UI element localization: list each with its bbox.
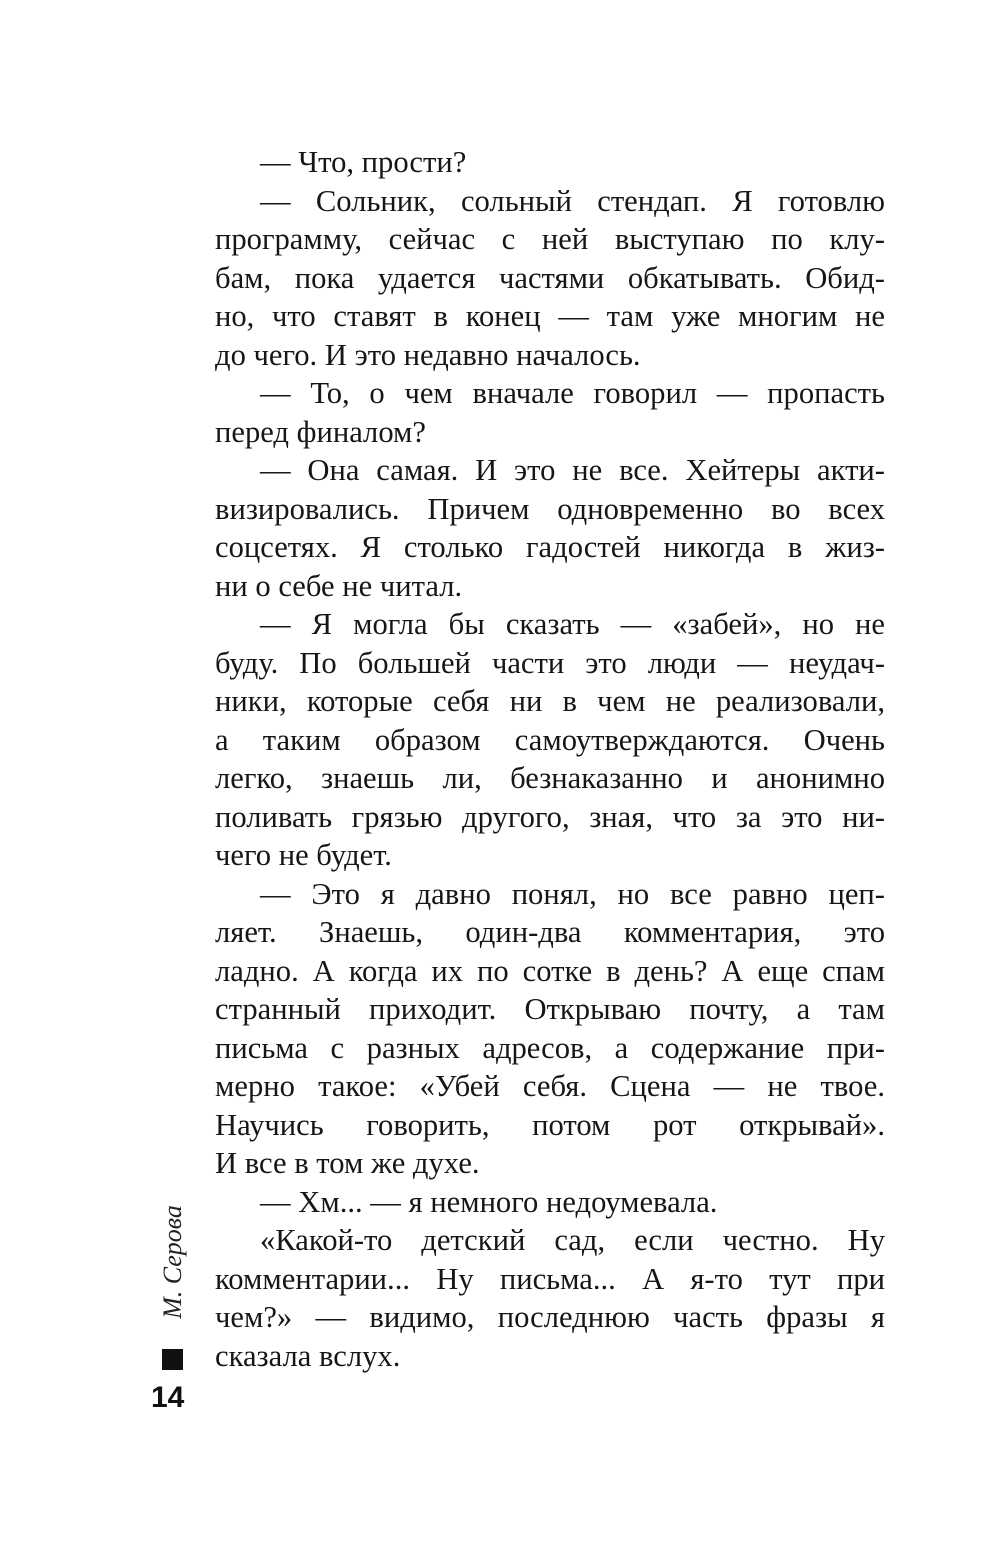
running-head-author: М. Серова xyxy=(158,1205,187,1319)
text-line: — Это я давно понял, но все равно цеп- xyxy=(260,876,885,911)
text-line: странный приходит. Открываю почту, а там xyxy=(215,992,885,1026)
text-line: письма с разных адресов, а содержание при- xyxy=(215,1030,885,1065)
paragraph xyxy=(215,182,885,375)
paragraph xyxy=(215,451,885,605)
text-line: мерно такое: «Убей себя. Сцена — не твое. xyxy=(215,1069,885,1103)
text-line: — Я могла бы сказать — «забей», но не xyxy=(260,607,885,641)
text-line: сказала вслух. xyxy=(215,1338,401,1373)
text-line: ники, которые себя ни в чем не реализовали, xyxy=(215,684,885,718)
text-line: ляет. Знаешь, один-два комментария, это xyxy=(215,915,885,949)
text-line: перед финалом? xyxy=(215,414,426,449)
text-line: чего не будет. xyxy=(215,838,392,872)
text-line: бам, пока удается частями обкатывать. Обид- xyxy=(215,260,885,295)
text-line: — Сольник, сольный стендап. Я готовлю xyxy=(260,183,885,218)
paragraph xyxy=(215,143,885,182)
text-line: чем?» — видимо, последнюю часть фразы я xyxy=(215,1300,885,1334)
text-line: поливать грязью другого, зная, что за это ни- xyxy=(215,799,885,834)
body-text xyxy=(215,143,885,1375)
paragraph xyxy=(215,1221,885,1375)
text-line: ладно. А когда их по сотке в день? А еще спам xyxy=(215,953,885,988)
text-line: Научись говорить, потом рот открывай». xyxy=(215,1107,885,1142)
text-line: буду. По большей части это люди — неудач- xyxy=(215,645,885,680)
paragraph xyxy=(215,1183,885,1222)
text-line: И все в том же духе. xyxy=(215,1146,480,1180)
text-line: визировались. Причем одновременно во всех xyxy=(215,491,885,526)
paragraph xyxy=(215,374,885,451)
text-line: — Хм... — я немного недоумевала. xyxy=(260,1184,718,1219)
text-line: легко, знаешь ли, безнаказанно и анонимно xyxy=(215,761,885,795)
text-line: но, что ставят в конец — там уже многим не xyxy=(215,299,885,333)
text-line: — Она самая. И это не все. Хейтеры акти- xyxy=(260,453,885,487)
text-line: комментарии... Ну письма... А я-то тут при xyxy=(215,1261,885,1296)
paragraph xyxy=(215,605,885,875)
text-line: — То, о чем вначале говорил — пропасть xyxy=(260,376,885,410)
text-line: программу, сейчас с ней выступаю по клу- xyxy=(215,222,885,256)
page-number: 14 xyxy=(151,1381,185,1414)
paragraph xyxy=(215,875,885,1183)
text-line: соцсетях. Я столько гадостей никогда в жиз- xyxy=(215,530,885,564)
section-marker-square xyxy=(162,1349,183,1370)
text-line: а таким образом самоутверждаются. Очень xyxy=(215,722,885,757)
text-line: до чего. И это недавно началось. xyxy=(215,337,641,372)
text-line: — Что, прости? xyxy=(260,145,467,179)
text-line: «Какой-то детский сад, если честно. Ну xyxy=(260,1223,885,1257)
text-line: ни о себе не читал. xyxy=(215,568,463,603)
